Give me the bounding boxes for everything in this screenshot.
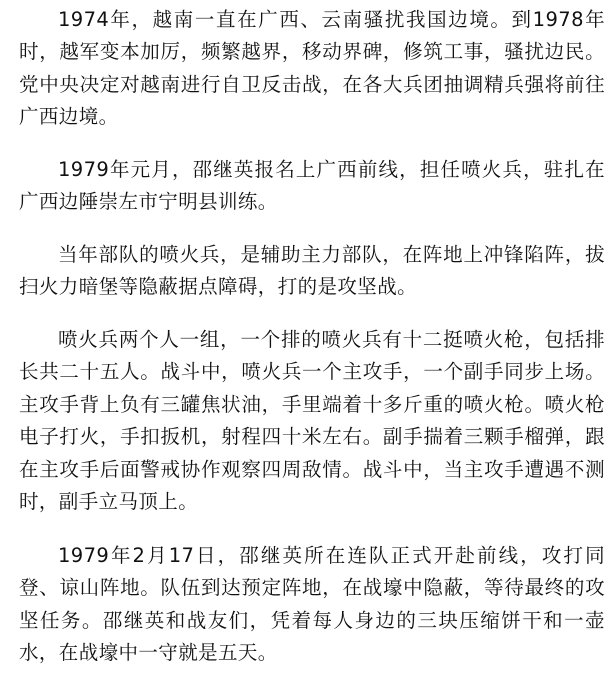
paragraph-1979-02-17-deployment: 1979年2月17日，邵继英所在连队正式开赴前线，攻打同登、谅山阵地。队伍到达预定阵地，在战壕中隐蔽，等待最终的攻坚任务。邵继英和战友们，凭着每人身边的三块压缩饼干和一壶水，在战壕中一守就是五天。	[19, 544, 605, 665]
paragraph-1979-enlistment: 1979年元月，邵继英报名上广西前线，担任喷火兵，驻扎在广西边陲崇左市宁明县训练。	[19, 158, 605, 214]
paragraph-1974-border-harassment: 1974年，越南一直在广西、云南骚扰我国边境。到1978年时，越军变本加厉，频繁越界，移动界碑，修筑工事，骚扰边民。党中央决定对越南进行自卫反击战，在各大兵团抽调精兵强将前往广西边境。	[19, 8, 605, 129]
paragraph-flamethrower-role: 当年部队的喷火兵，是辅助主力部队，在阵地上冲锋陷阵，拔扫火力暗堡等隐蔽据点障碍，打的是攻坚战。	[19, 243, 605, 299]
paragraph-flamethrower-team: 喷火兵两个人一组，一个排的喷火兵有十二挺喷火枪，包括排长共二十五人。战斗中，喷火兵一个主攻手，一个副手同步上场。主攻手背上负有三罐焦状油，手里端着十多斤重的喷火枪。喷火枪电子打火，手扣扳机，射程四十米左右。副手揣着三颗手榴弹，跟在主攻手后面警戒协作观察四周敌情。战斗中，当主攻手遭遇不测时，副手立马顶上。	[19, 328, 605, 514]
